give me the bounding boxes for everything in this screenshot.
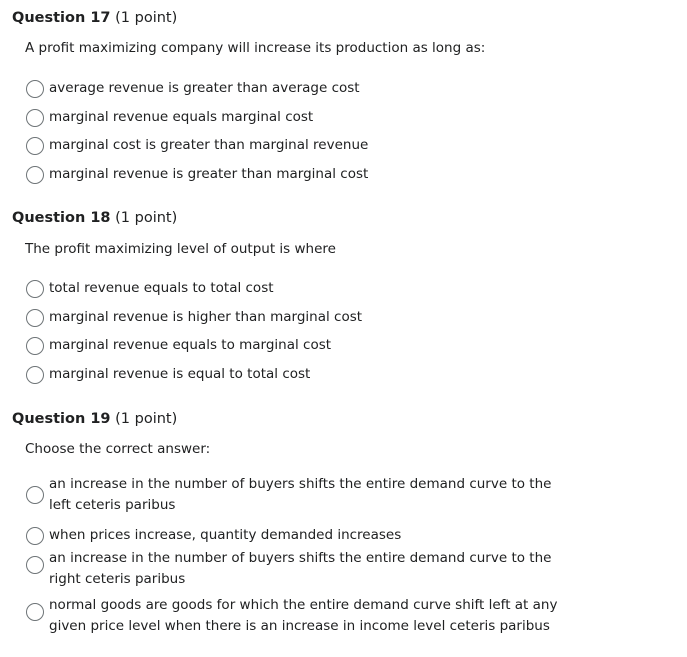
answer-option[interactable]: [26, 309, 586, 328]
radio-button[interactable]: [26, 80, 44, 98]
answer-option[interactable]: [26, 280, 586, 299]
question-number: Question 18: [12, 210, 111, 226]
answer-option[interactable]: [26, 109, 586, 128]
answer-option-label[interactable]: marginal revenue equals marginal cost: [49, 109, 314, 125]
answer-option-label[interactable]: marginal cost is greater than marginal revenue: [49, 137, 369, 153]
question-prompt: The profit maximizing level of output is where: [25, 241, 336, 257]
question-title: [12, 10, 177, 26]
answer-option[interactable]: [26, 80, 586, 99]
answer-option-label[interactable]: when prices increase, quantity demanded increases: [49, 527, 402, 543]
radio-button[interactable]: [26, 137, 44, 155]
answer-option[interactable]: [26, 550, 586, 590]
question-prompt: Choose the correct answer:: [25, 441, 211, 457]
answer-option[interactable]: [26, 366, 586, 385]
question-number: Question 17: [12, 10, 111, 26]
answer-option-label[interactable]: total revenue equals to total cost: [49, 280, 274, 296]
radio-button[interactable]: [26, 337, 44, 355]
question-title: [12, 210, 177, 226]
answer-option[interactable]: [26, 166, 586, 185]
answer-option-label[interactable]: average revenue is greater than average cost: [49, 80, 360, 96]
answer-option-label[interactable]: marginal revenue is equal to total cost: [49, 366, 311, 382]
answer-option[interactable]: [26, 476, 586, 516]
question-number: Question 19: [12, 411, 111, 427]
answer-option-label[interactable]: an increase in the number of buyers shifts the entire demand curve to the right ceteris paribus: [49, 550, 552, 587]
question-points: (1 point): [115, 210, 178, 226]
answer-option[interactable]: [26, 337, 586, 356]
radio-button[interactable]: [26, 309, 44, 327]
question-title: [12, 411, 177, 427]
question-prompt: A profit maximizing company will increase its production as long as:: [25, 40, 486, 56]
answer-option-label[interactable]: marginal revenue equals to marginal cost: [49, 337, 332, 353]
answer-option-label[interactable]: an increase in the number of buyers shifts the entire demand curve to the left ceteris paribus: [49, 476, 552, 513]
radio-button[interactable]: [26, 556, 44, 574]
question-points: (1 point): [115, 10, 178, 26]
radio-button[interactable]: [26, 109, 44, 127]
radio-button[interactable]: [26, 527, 44, 545]
answer-option-label[interactable]: normal goods are goods for which the entire demand curve shift left at any given price level when there is an increase in income level ceteris paribus: [49, 597, 558, 634]
radio-button[interactable]: [26, 603, 44, 621]
answer-option-label[interactable]: marginal revenue is higher than marginal cost: [49, 309, 363, 325]
answer-option[interactable]: [26, 597, 586, 637]
question-points: (1 point): [115, 411, 178, 427]
radio-button[interactable]: [26, 280, 44, 298]
answer-option-label[interactable]: marginal revenue is greater than marginal cost: [49, 166, 369, 182]
radio-button[interactable]: [26, 366, 44, 384]
answer-option[interactable]: [26, 527, 586, 546]
radio-button[interactable]: [26, 486, 44, 504]
radio-button[interactable]: [26, 166, 44, 184]
answer-option[interactable]: [26, 137, 586, 156]
